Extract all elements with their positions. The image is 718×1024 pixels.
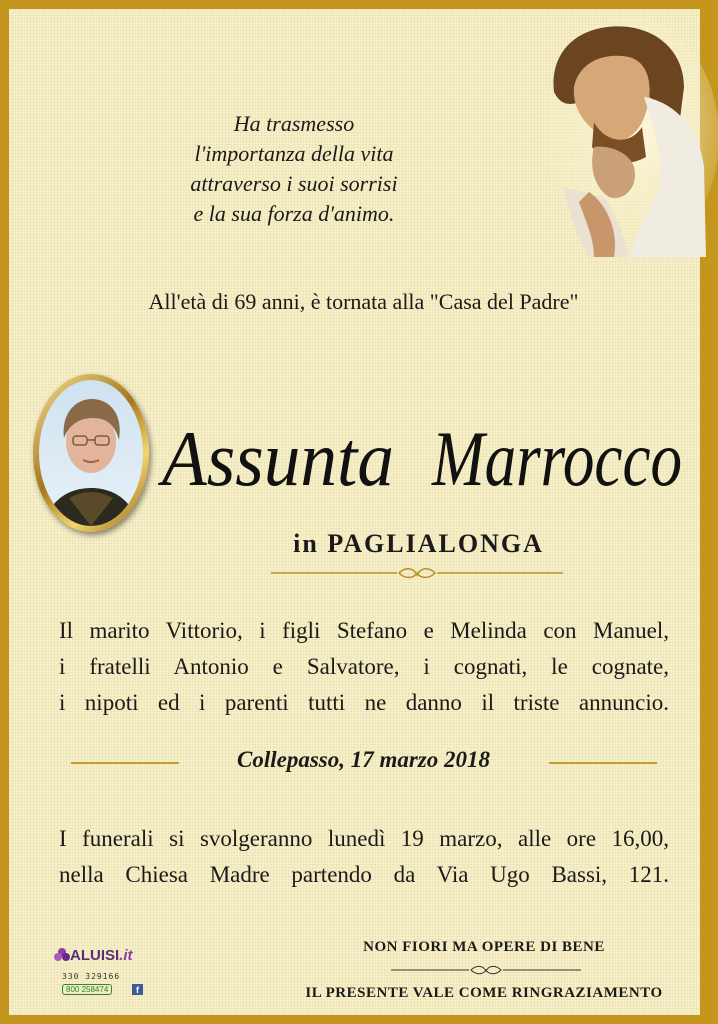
announcement-line: i nipoti ed i parenti tutti ne danno il triste annuncio. — [59, 690, 669, 715]
quote-line: Ha trasmesso — [233, 111, 355, 136]
flower-logo-icon — [54, 947, 70, 963]
footer-no-flowers: NON FIORI MA OPERE DI BENE — [363, 939, 605, 955]
announcement-line: Il marito Vittorio, i figli Stefano e Melinda con Manuel, — [59, 618, 669, 643]
place-date: Collepasso, 17 marzo 2018 — [236, 747, 491, 772]
place-date-row — [9, 747, 718, 777]
footer-thanks: IL PRESENTE VALE COME RINGRAZIAMENTO — [305, 985, 663, 1001]
agency-logo — [54, 947, 154, 1007]
last-name: Marrocco — [431, 415, 682, 502]
agency-free-number: 800 258474 — [62, 984, 112, 995]
deceased-name — [154, 367, 694, 517]
funeral-details — [59, 821, 669, 893]
quote-line: l'importanza della vita — [194, 141, 394, 166]
portrait-photo — [33, 374, 149, 532]
first-name: Assunta — [157, 415, 394, 502]
facebook-icon: f — [132, 984, 143, 995]
divider-right — [549, 762, 657, 764]
scroll-ornament-icon — [391, 965, 581, 977]
quote-line: e la sua forza d'animo. — [193, 201, 395, 226]
maiden-name: in PAGLIALONGA — [293, 529, 544, 558]
funeral-line: nella Chiesa Madre partendo da Via Ugo Bassi, 121. — [59, 862, 669, 887]
agency-brand: ALUISI.it — [70, 947, 133, 964]
scroll-ornament-icon — [271, 567, 563, 583]
announcement-text — [59, 613, 669, 721]
age-statement: All'età di 69 anni, è tornata alla "Casa del Padre" — [148, 289, 579, 314]
announcement-line: i fratelli Antonio e Salvatore, i cognati, le cognate, — [59, 654, 669, 679]
agency-phone: 330 329166 — [62, 972, 121, 981]
funeral-line: I funerali si svolgeranno lunedì 19 marzo, alle ore 16,00, — [59, 826, 669, 851]
memorial-quote — [129, 109, 459, 229]
praying-jesus-image — [534, 17, 709, 257]
quote-line: attraverso i suoi sorrisi — [190, 171, 398, 196]
